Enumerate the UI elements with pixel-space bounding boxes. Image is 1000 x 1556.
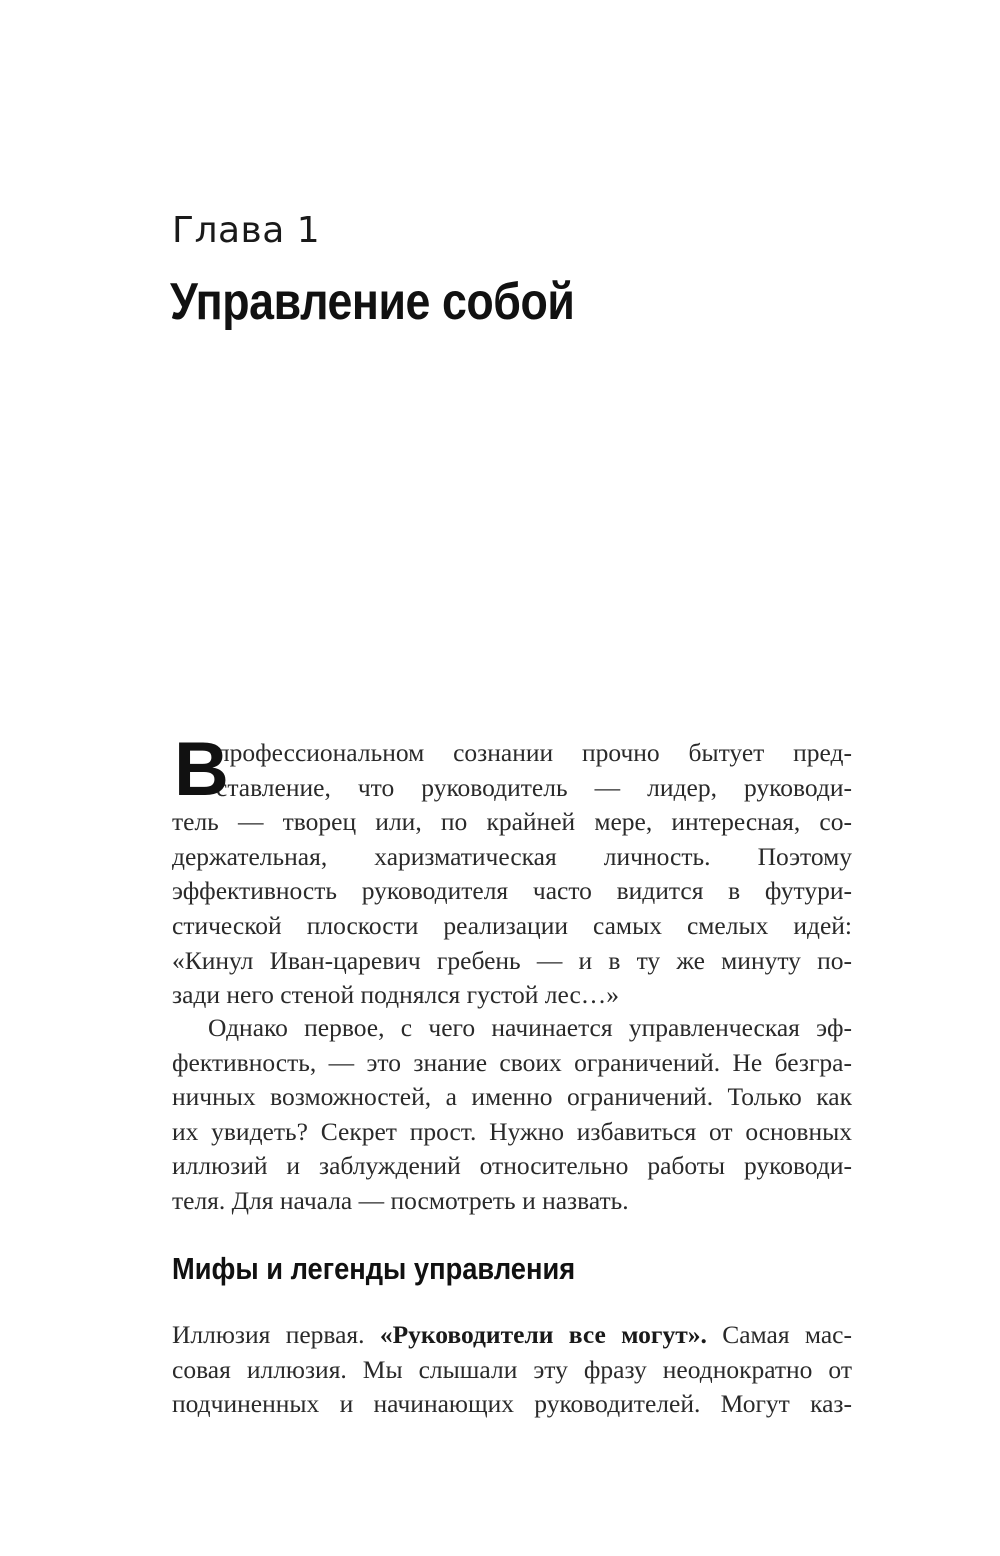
intro-paragraph xyxy=(172,727,852,1013)
text-line: профессиональном сознании прочно бытует пред- xyxy=(216,738,852,767)
text-line: совая иллюзия. Мы слышали эту фразу неоднократно от xyxy=(172,1354,852,1384)
text-line: подчиненных и начинающих руководителей. Могут каз- xyxy=(172,1389,852,1419)
text-line: ставление, что руководитель — лидер, руководи- xyxy=(216,772,852,802)
text-line: зади него стеной поднялся густой лес…» xyxy=(172,980,620,1010)
line-prefix: Иллюзия первая. xyxy=(172,1320,380,1349)
text-line: теля. Для начала — посмотреть и назвать. xyxy=(172,1185,629,1215)
text-line: фективность, — это знание своих ограничений. Не безгра- xyxy=(172,1047,852,1077)
chapter-title: Управление собой xyxy=(170,273,575,331)
text-line: эффективность руководителя часто видится в футури- xyxy=(172,876,852,906)
drop-cap: В xyxy=(174,727,229,812)
text-line: держательная, харизматическая личность. Поэтому xyxy=(172,841,852,871)
text-line: их увидеть? Секрет прост. Нужно избавиться от основных xyxy=(172,1116,852,1146)
body-paragraph xyxy=(172,1318,852,1422)
line-suffix: Самая мас- xyxy=(706,1320,852,1349)
illusion-title: «Руководители все могут». xyxy=(379,1320,707,1349)
text-line: Однако первое, с чего начинается управленческая эф- xyxy=(208,1013,852,1042)
text-line xyxy=(172,1318,852,1353)
body-paragraph xyxy=(172,1011,852,1219)
text-line: ничных возможностей, а именно ограничений. Только как xyxy=(172,1082,852,1112)
section-heading: Мифы и легенды управления xyxy=(172,1251,576,1286)
chapter-number: Глава 1 xyxy=(172,210,321,251)
text-line: стической плоскости реализации самых смелых идей: xyxy=(172,910,852,940)
text-line: тель — творец или, по крайней мере, интересная, со- xyxy=(172,807,852,837)
text-line: иллюзий и заблуждений относительно работы руководи- xyxy=(172,1151,852,1181)
text-line: «Кинул Иван-царевич гребень — и в ту же минуту по- xyxy=(172,945,852,975)
